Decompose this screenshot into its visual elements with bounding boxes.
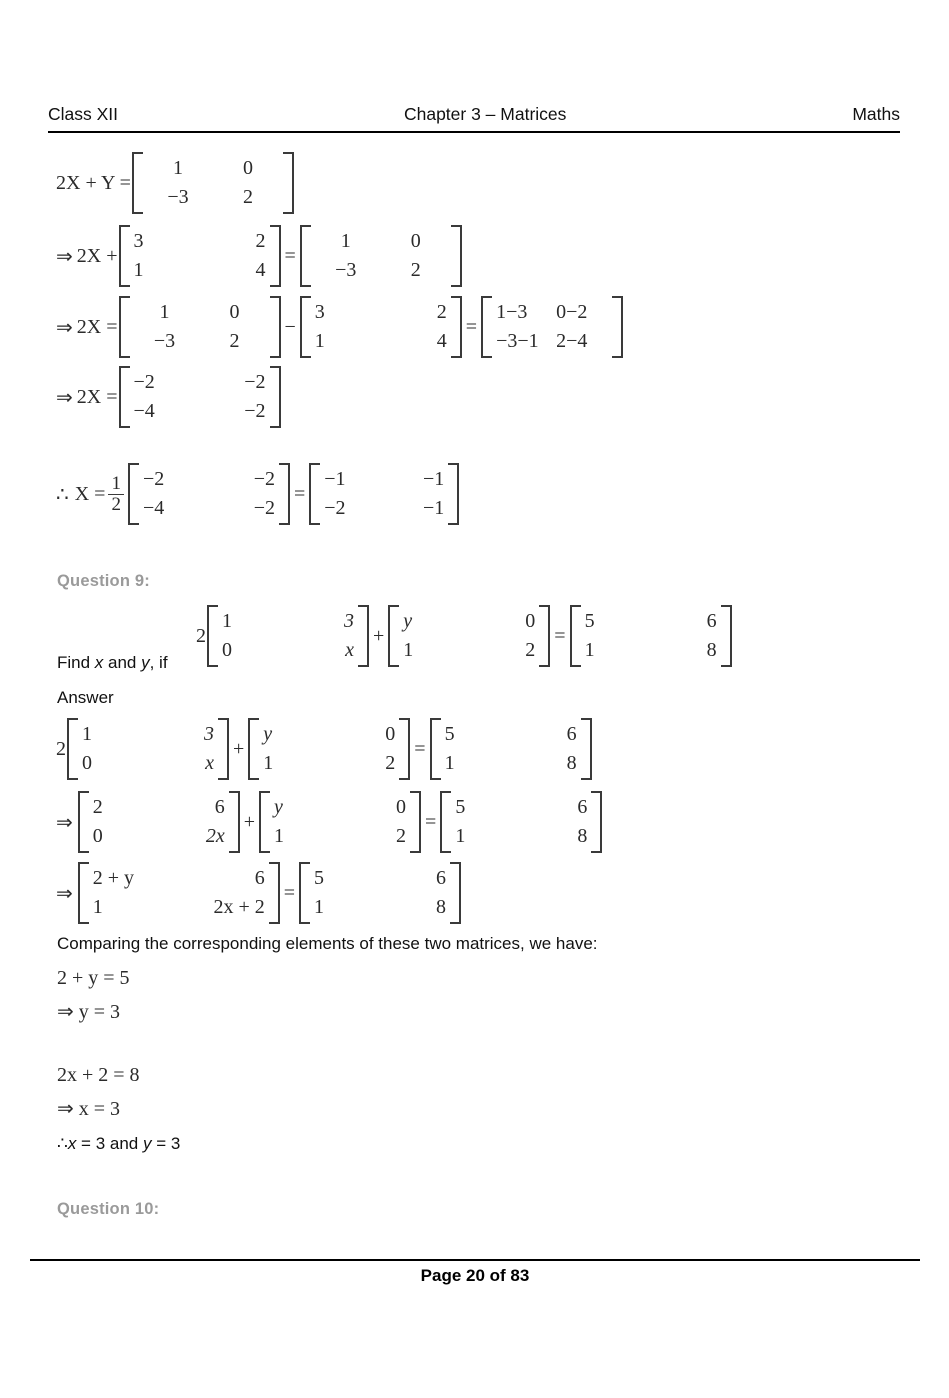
bracket-right-icon [358,605,369,667]
question-9-prompt [57,652,168,675]
implies-icon: ⇒ [56,811,73,834]
matrix-cell: −1 [324,468,346,490]
matrix-cell: 0 [410,230,421,252]
plus-sign: + [243,810,256,833]
matrix-cell: −4 [142,497,165,519]
implies-icon: ⇒ [56,316,73,339]
matrix [67,718,229,780]
eq-lhs: 2X + [76,244,118,267]
matrix-cell: 2 [242,186,253,208]
bracket-right-icon [410,791,421,853]
bracket-left-icon [309,463,320,525]
fraction-one-half [108,474,124,515]
matrix-cell: 1 [222,610,232,632]
equation-step-3 [56,296,624,358]
matrix-cell: −2 [253,497,275,519]
matrix-cell: −3 [153,330,176,352]
bracket-right-icon [539,605,550,667]
matrix-cell: 1−3 [496,301,528,323]
matrix [481,296,623,358]
implies-icon: ⇒ [56,245,73,268]
bracket-right-icon [721,605,732,667]
matrix [132,152,294,214]
bracket-left-icon [440,791,451,853]
matrix-cell: 2 + y [92,867,135,889]
matrix-cell: 6 [577,796,588,818]
matrix [299,862,461,924]
prompt-var-x: x [94,653,104,672]
matrix-cell: 1 [584,639,595,661]
matrix-cell: 2 [255,230,266,252]
matrix-cell: 1 [403,639,414,661]
fraction-denominator: 2 [108,494,124,515]
bracket-left-icon [259,791,270,853]
matrix [119,225,281,287]
bracket-left-icon [132,152,143,214]
matrix [78,862,280,924]
eq-lhs: 2X = [76,385,118,408]
bracket-left-icon [388,605,399,667]
matrix-cell: 0 [92,825,103,847]
conclusion-var-y: y [142,1134,152,1153]
matrix-cell: 3 [133,230,144,252]
prompt-var-y: y [141,653,150,672]
equation-2x-plus-y [56,152,295,214]
equation-x-line-2: ⇒ x = 3 [57,1098,121,1120]
matrix-cell: −4 [133,400,155,422]
bracket-left-icon [119,296,130,358]
question-9-equation [196,605,733,667]
matrix-cell: 0−2 [556,301,588,323]
bracket-left-icon [119,366,130,428]
matrix-cell: 1 [263,752,274,774]
header-subject-label: Maths [852,104,900,124]
equation-y-line-1: 2 + y = 5 [57,967,130,989]
matrix-cell: 1 [274,825,285,847]
equals-sign: = [284,244,296,267]
matrix-cell: y [274,796,283,818]
matrix-cell: 1 [159,301,170,323]
bracket-right-icon [451,296,462,358]
prompt-suffix: , if [149,653,168,672]
matrix [388,605,550,667]
bracket-right-icon [270,296,281,358]
matrix [119,296,281,358]
matrix-cell: 2 [229,330,240,352]
bracket-left-icon [570,605,581,667]
matrix-cell: 5 [455,796,466,818]
matrix-cell: 3 [314,301,325,323]
bracket-left-icon [300,296,311,358]
equation-final-x [56,463,460,525]
equals-sign: = [465,315,478,338]
bracket-left-icon [78,862,89,924]
matrix-cell: −2 [142,468,165,490]
matrix-cell: 0 [242,157,253,179]
page-header [48,104,900,125]
matrix-cell: 1 [92,896,103,918]
matrix [207,605,369,667]
matrix-cell: 8 [436,896,447,918]
matrix [128,463,290,525]
equation-step-2 [56,225,463,287]
matrix-cell: 6 [566,723,577,745]
therefore-icon: ∴ [57,1134,68,1153]
equals-sign: = [414,737,426,760]
matrix-cell: 1 [455,825,466,847]
bracket-left-icon [481,296,492,358]
header-chapter-title: Chapter 3 – Matrices [403,104,567,124]
matrix-cell: 2 [436,301,447,323]
bracket-left-icon [119,225,130,287]
matrix-cell: 2 [410,259,421,281]
eq-lhs: 2X = [76,315,118,338]
eq-lhs: 2X + Y = [56,171,131,194]
equals-sign: = [283,881,296,904]
matrix-cell: 2 [525,639,536,661]
matrix-cell: 1 [133,259,144,281]
matrix [440,791,602,853]
answer-label: Answer [57,688,114,707]
matrix-cell: −1 [422,497,445,519]
matrix [300,296,462,358]
equals-sign: = [425,810,437,833]
scalar-multiplier: 2 [56,737,66,760]
bracket-right-icon [581,718,592,780]
bracket-right-icon [218,718,229,780]
bracket-left-icon [128,463,139,525]
bracket-left-icon [67,718,78,780]
matrix-cell: 3 [344,610,354,632]
bracket-left-icon [207,605,218,667]
matrix-cell: 0 [525,610,536,632]
bracket-right-icon [591,791,602,853]
matrix [259,791,421,853]
matrix-cell: 6 [254,867,265,889]
bracket-right-icon [448,463,459,525]
question-10-heading: Question 10: [57,1200,160,1218]
matrix-cell: 1 [314,896,325,918]
matrix-cell: 0 [222,639,232,661]
prompt-mid: and [103,653,142,672]
matrix-cell: y [263,723,273,745]
answer-step-1 [56,718,593,780]
fraction-numerator: 1 [111,472,121,494]
plus-sign: + [373,624,385,647]
bracket-left-icon [430,718,441,780]
matrix-cell: 5 [314,867,325,889]
matrix-cell: 5 [444,723,455,745]
bracket-right-icon [612,296,623,358]
header-divider [48,131,900,133]
equation-x-line-1: 2x + 2 = 8 [57,1064,140,1086]
comparing-elements-text: Comparing the corresponding elements of these two matrices, we have: [57,934,598,953]
matrix [119,366,281,428]
question-9-conclusion [57,1133,180,1156]
bracket-right-icon [270,225,281,287]
equals-sign: = [293,482,306,505]
matrix-cell: 2 [396,825,407,847]
matrix-cell: 2 [92,796,103,818]
bracket-right-icon [283,152,294,214]
matrix-cell: 1 [172,157,183,179]
matrix-cell: 8 [577,825,588,847]
matrix-cell: 4 [436,330,447,352]
scalar-multiplier: 2 [196,624,206,647]
bracket-left-icon [299,862,310,924]
eq-lhs: X = [74,482,106,505]
bracket-right-icon [270,366,281,428]
matrix-cell: −3 [335,259,357,281]
matrix [309,463,459,525]
matrix-cell: −2 [324,497,346,519]
answer-step-2 [56,791,603,853]
matrix-cell: 1 [444,752,455,774]
matrix-cell: 2 [385,752,396,774]
matrix-cell: −3 [167,186,189,208]
matrix-cell: x [345,639,354,661]
matrix-cell: 4 [255,259,266,281]
equation-step-4 [56,366,282,428]
matrix [248,718,410,780]
header-class-label: Class XII [48,104,119,124]
matrix-cell: 3 [204,723,214,745]
equals-sign: = [554,624,566,647]
matrix-cell: −2 [133,371,155,393]
bracket-left-icon [300,225,311,287]
matrix-cell: 1 [314,330,325,352]
matrix-cell: 0 [229,301,240,323]
matrix-cell: −1 [422,468,445,490]
conclusion-mid: = 3 and [76,1134,143,1153]
matrix-cell: 6 [214,796,225,818]
matrix-cell: 2−4 [556,330,588,352]
bracket-left-icon [78,791,89,853]
implies-icon: ⇒ [56,386,73,409]
matrix-cell: 0 [396,796,407,818]
matrix-cell: 6 [706,610,717,632]
matrix-cell: −2 [253,468,275,490]
prompt-prefix: Find [57,653,95,672]
bracket-right-icon [451,225,462,287]
answer-step-3 [56,862,462,924]
matrix-cell: 1 [340,230,351,252]
matrix-cell: 2x [205,825,225,847]
equation-y-line-2: ⇒ y = 3 [57,1001,121,1023]
bracket-right-icon [450,862,461,924]
bracket-right-icon [399,718,410,780]
matrix-cell: −2 [244,371,266,393]
matrix-cell: −3−1 [496,330,539,352]
matrix-cell: 1 [82,723,92,745]
bracket-right-icon [229,791,240,853]
conclusion-suffix: = 3 [151,1134,181,1153]
matrix [570,605,732,667]
bracket-right-icon [279,463,290,525]
matrix-cell: 0 [82,752,92,774]
matrix-cell: −2 [244,400,266,422]
matrix-cell: 8 [566,752,577,774]
matrix-cell: 2x + 2 [213,896,265,918]
bracket-right-icon [269,862,280,924]
page-number-label: Page 20 of 83 [420,1266,530,1285]
matrix [430,718,592,780]
bracket-left-icon [248,718,259,780]
matrix-cell: x [205,752,214,774]
plus-sign: + [233,737,245,760]
matrix-cell: 8 [706,639,717,661]
footer-divider [30,1259,920,1261]
implies-icon: ⇒ [56,882,73,905]
matrix [78,791,240,853]
matrix-cell: 5 [584,610,595,632]
matrix [300,225,462,287]
question-9-heading: Question 9: [57,572,150,590]
matrix-cell: y [403,610,413,632]
matrix-cell: 6 [436,867,447,889]
matrix-cell: 0 [385,723,396,745]
conclusion-var-x: x [67,1134,77,1153]
therefore-icon: ∴ [56,483,69,506]
minus-sign: − [284,315,296,338]
